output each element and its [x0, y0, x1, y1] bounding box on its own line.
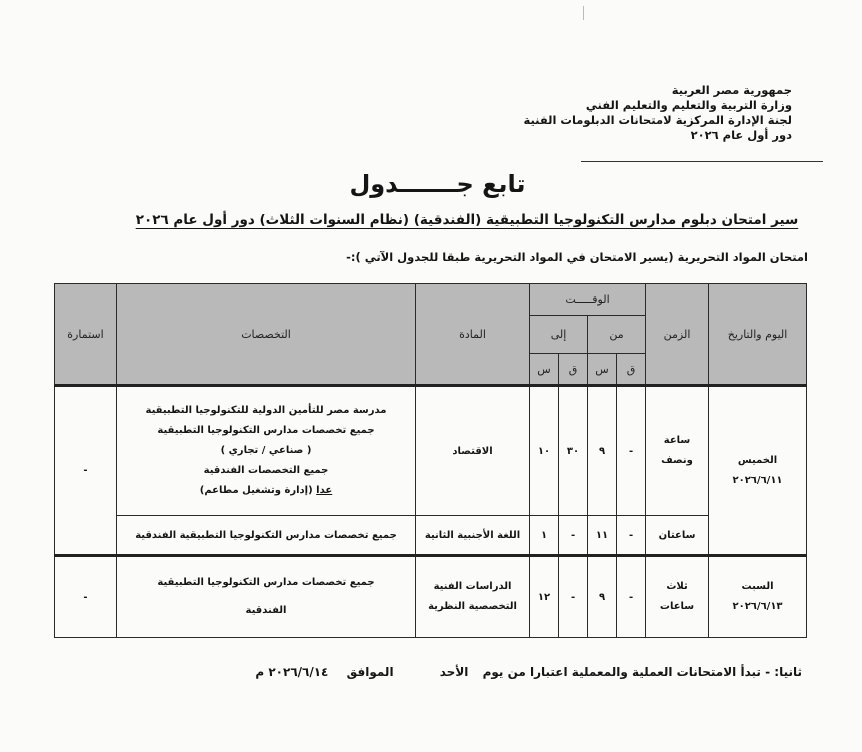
schedule-subtitle: سير امتحان دبلوم مدارس التكنولوجيا التطبيقية (الفندقية) (نظام السنوات الثلاث) دور أول عام ٢٠٢٦	[135, 212, 799, 228]
ministry-header	[492, 83, 792, 143]
specializations-cell: جميع تخصصات مدارس التكنولوجيا التطبيقية الفندقية	[117, 516, 416, 556]
from-hour-cell: ١١	[588, 516, 617, 556]
specializations-cell	[117, 556, 416, 638]
header-to: إلى	[530, 316, 588, 354]
header-form: استمارة	[55, 284, 117, 386]
header-line-country: جمهورية مصر العربية	[671, 83, 792, 97]
duration-cell: ساعتان	[646, 516, 709, 556]
exam-schedule-table	[54, 283, 807, 638]
day-date-cell	[709, 386, 807, 556]
spec-line: ( صناعي / تجاري )	[220, 445, 312, 456]
from-minute-cell: -	[617, 516, 646, 556]
subject-line: الدراسات الفنية	[433, 581, 512, 592]
from-minute-cell: -	[617, 556, 646, 638]
table-row	[55, 386, 807, 516]
header-time: الوقـــــت	[530, 284, 646, 316]
footer-date: ٢٠٢٦/٦/١٤ م	[255, 665, 329, 679]
header-duration: الزمن	[646, 284, 709, 386]
footer-label: ثانيا:	[774, 665, 802, 679]
to-hour-cell: ١	[530, 516, 559, 556]
spec-except-rest: (إدارة وتشغيل مطاعم)	[199, 485, 317, 496]
day-name: الخميس	[737, 454, 778, 466]
table-row	[55, 556, 807, 638]
to-hour-cell: ١٢	[530, 556, 559, 638]
from-hour-cell: ٩	[588, 556, 617, 638]
header-from-hour: س	[588, 354, 617, 386]
to-minute-cell: -	[559, 556, 588, 638]
spec-line: مدرسة مصر للتأمين الدولية للتكنولوجيا التطبيقية	[145, 405, 387, 416]
from-hour-cell: ٩	[588, 386, 617, 516]
spec-line: الفندقية	[245, 605, 287, 616]
subject-cell: الاقتصاد	[416, 386, 530, 516]
spec-line: جميع تخصصات مدارس التكنولوجيا التطبيقية	[157, 425, 375, 436]
spec-line: جميع التخصصات الفندقية	[203, 465, 329, 476]
from-minute-cell: -	[617, 386, 646, 516]
header-from: من	[588, 316, 646, 354]
header-line-session: دور أول عام ٢٠٢٦	[690, 128, 792, 142]
duration-line: ثلاث	[666, 581, 688, 592]
footer-note	[255, 665, 802, 679]
subject-cell	[416, 556, 530, 638]
header-subject: المادة	[416, 284, 530, 386]
intro-text: امتحان المواد التحريرية (يسير الامتحان في المواد التحريرية طبقا للجدول الآتي ):-	[346, 250, 808, 264]
form-cell: -	[55, 556, 117, 638]
table-row	[55, 516, 807, 556]
page-title: تابع جـــــــدول	[349, 170, 526, 198]
header-day-date: اليوم والتاريخ	[709, 284, 807, 386]
subject-line: التخصصية النظرية	[428, 601, 517, 612]
pen-mark	[583, 6, 590, 20]
header-from-minute: ق	[617, 354, 646, 386]
duration-line: ونصف	[661, 455, 693, 466]
duration-cell	[646, 386, 709, 516]
header-line-ministry: وزارة التربية والتعليم والتعليم الفني	[585, 98, 792, 112]
duration-cell	[646, 556, 709, 638]
header-to-hour: س	[530, 354, 559, 386]
exam-date: ٢٠٢٦/٦/١١	[732, 474, 783, 486]
footer-day: الأحد	[439, 665, 469, 679]
header-divider	[581, 161, 823, 162]
to-minute-cell: -	[559, 516, 588, 556]
spec-except-word: عدا	[316, 485, 333, 496]
day-name: السبت	[741, 581, 774, 592]
duration-line: ساعات	[659, 601, 695, 612]
form-cell: -	[55, 386, 117, 556]
to-minute-cell: ٣٠	[559, 386, 588, 516]
header-to-minute: ق	[559, 354, 588, 386]
footer-muwafiq: الموافق	[346, 665, 394, 679]
day-date-cell	[709, 556, 807, 638]
header-line-committee: لجنة الإدارة المركزية لامتحانات الدبلومات الفنية	[523, 113, 792, 127]
spec-line: جميع تخصصات مدارس التكنولوجيا التطبيقية	[157, 577, 375, 588]
footer-text: - تبدأ الامتحانات العملية والمعملية اعتبارا من يوم	[482, 665, 771, 679]
spec-exception	[117, 481, 415, 501]
duration-line: ساعة	[663, 435, 691, 446]
header-specializations: التخصصات	[117, 284, 416, 386]
to-hour-cell: ١٠	[530, 386, 559, 516]
exam-date: ٢٠٢٦/٦/١٣	[732, 601, 783, 612]
subject-cell: اللغة الأجنبية الثانية	[416, 516, 530, 556]
specializations-cell	[117, 386, 416, 516]
